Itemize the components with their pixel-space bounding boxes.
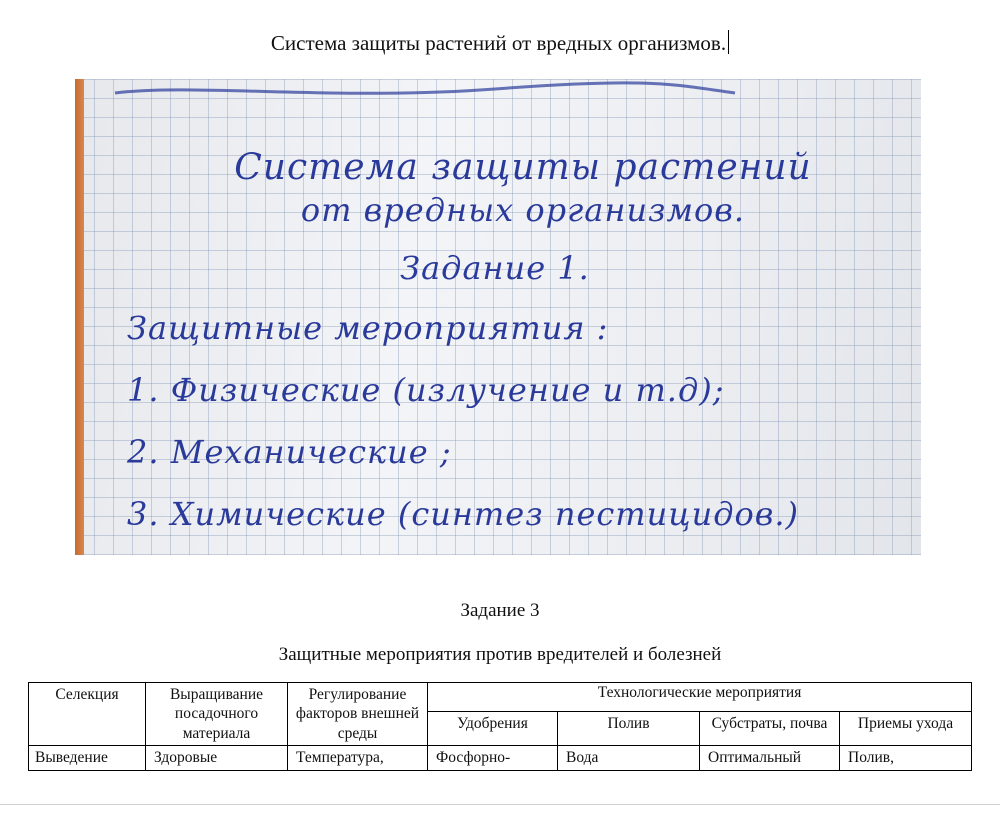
header-tech-group: Технологические мероприятия (428, 683, 972, 712)
photo-line-4: Защитные мероприятия : (127, 309, 609, 347)
table-cell: Выведение (29, 746, 146, 770)
measures-table (28, 682, 972, 771)
table-cell: Здоровые (146, 746, 288, 770)
table-cell: Полив, (840, 746, 972, 770)
table-cell: Температура, (288, 746, 428, 770)
window-bottom-edge (0, 804, 1000, 819)
table-cell: Оптимальный (700, 746, 840, 770)
photo-line-5: 1. Физические (излучение и т.д); (127, 371, 725, 409)
photo-line-3: Задание 1. (400, 249, 590, 287)
header-watering: Полив (558, 711, 700, 745)
notebook-photo (75, 79, 921, 555)
document-title: Система защиты растений от вредных организмов. (0, 30, 1000, 56)
task-heading: Задание 3 (460, 600, 540, 621)
table-cell: Вода (558, 746, 700, 770)
header-regulation: Регулирование факторов внешней среды (288, 683, 428, 746)
photo-line-2: от вредных организмов. (300, 191, 746, 229)
header-selection: Селекция (29, 683, 146, 746)
table-cell: Фосфорно- (428, 746, 558, 770)
handwriting-layer (75, 79, 921, 555)
photo-line-1: Система защиты растений (234, 147, 812, 188)
header-growing: Выращивание посадочного материала (146, 683, 288, 746)
header-fertilizers: Удобрения (428, 711, 558, 745)
photo-line-6: 2. Механические ; (127, 433, 452, 471)
cut-off-handwriting (115, 83, 735, 93)
table-title: Защитные мероприятия против вредителей и болезней (278, 644, 722, 665)
photo-line-7: 3. Химические (синтез пестицидов.) (127, 495, 800, 533)
header-substrates: Субстраты, почва (700, 711, 840, 745)
table-row (29, 746, 972, 770)
text-cursor (728, 30, 729, 54)
table-header-row (29, 683, 972, 712)
header-care: Приемы ухода (840, 711, 972, 745)
